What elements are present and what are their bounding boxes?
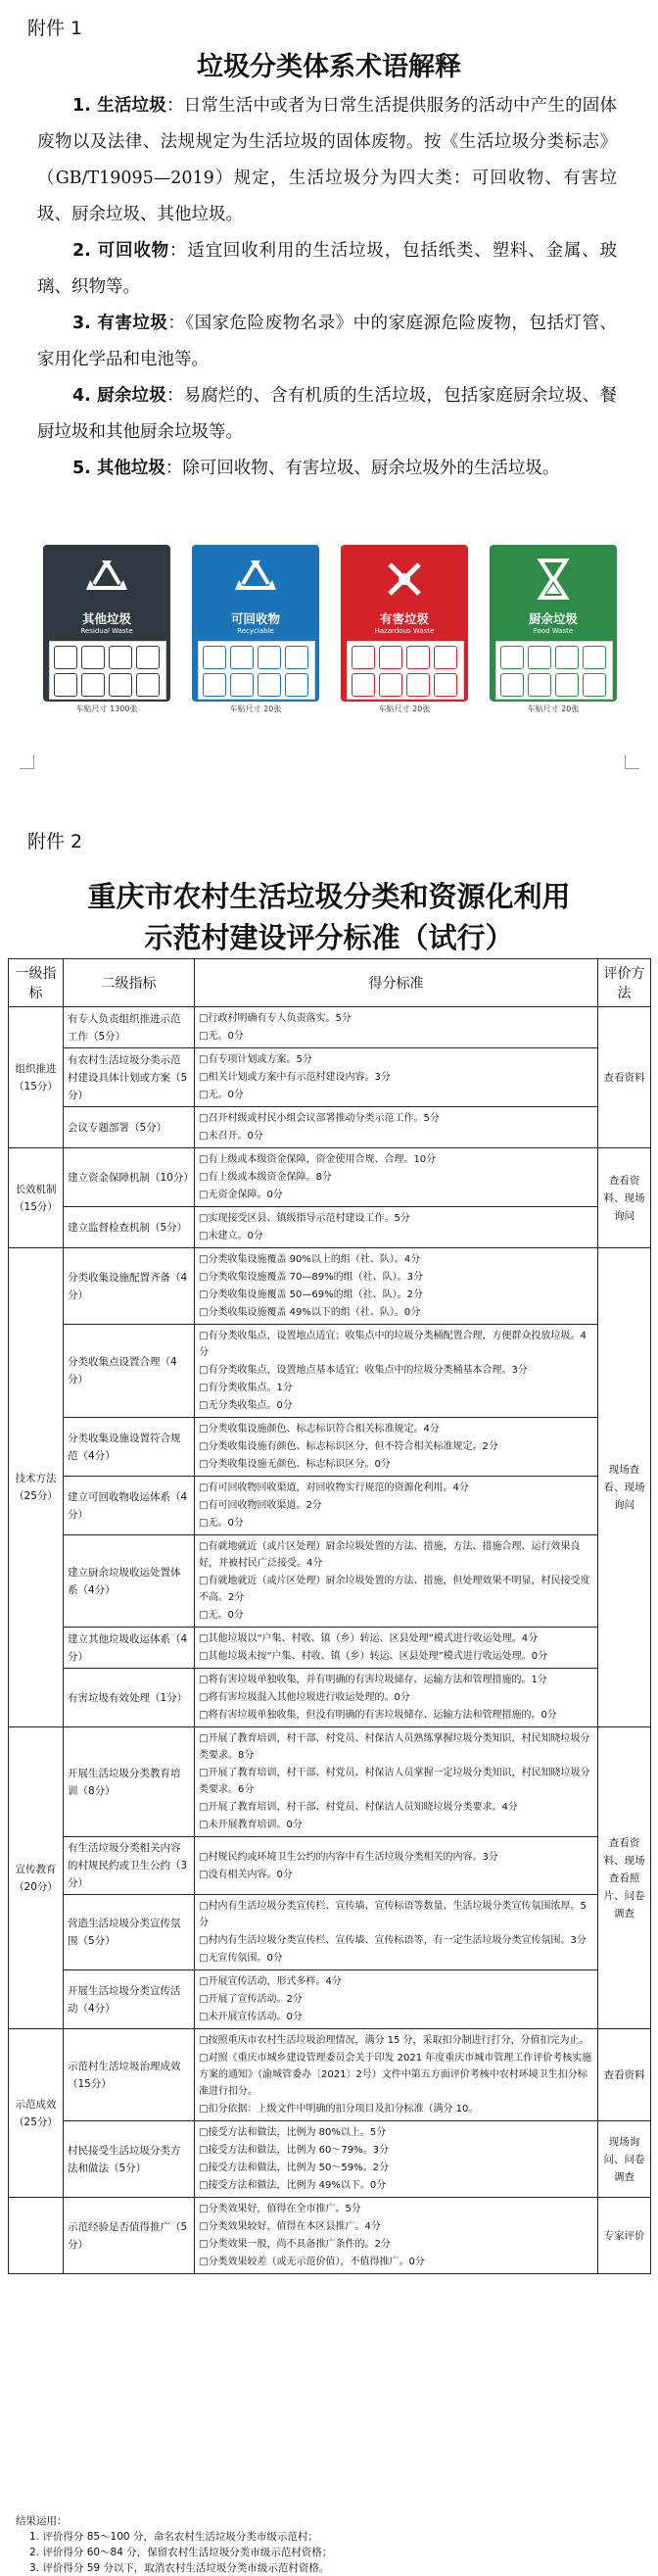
item-pictogram — [81, 673, 105, 697]
score-criteria — [195, 1837, 598, 1895]
bin-item-pictograms — [347, 641, 464, 700]
criteria-option: □行政村明确有专人负责落实。5分 — [199, 1013, 352, 1024]
term-definition: ：易腐烂的、含有机质的生活垃圾，包括家庭厨余垃圾、餐厨垃圾和其他厨余垃圾等。 — [37, 386, 618, 442]
bin-card — [341, 545, 468, 702]
notes-item: 3. 评价得分 59 分以下，取消农村生活垃圾分类市级示范村资格。 — [29, 2562, 330, 2574]
item-pictogram — [136, 646, 160, 669]
criteria-option: □开展了教育培训，村干部、村党员、村保洁人员掌握一定垃圾分类知识，村民知晓垃圾分类要求。6分 — [199, 1768, 590, 1795]
item-pictogram — [406, 673, 430, 697]
item-pictogram — [54, 646, 77, 669]
criteria-option: □分类收集设施覆盖 50—69%的组（社、队）。2分 — [199, 1289, 423, 1300]
bin-caption: 车贴尺寸 20张 — [378, 705, 431, 713]
item-pictogram — [258, 673, 281, 697]
criteria-option: □有就地就近（或片区处理）厨余垃圾处置的方法、措施，但处理效果不明显，村民接受度不高。2分 — [199, 1576, 590, 1603]
bin-name: 厨余垃圾 — [528, 611, 578, 626]
criteria-option: □分类收集设施颜色、标志标识符合相关标准规定。4分 — [199, 1424, 440, 1434]
item-pictogram — [500, 673, 524, 697]
item-pictogram — [81, 646, 105, 669]
notes-item: 1. 评价得分 85～100 分，命名农村生活垃圾分类市级示范村； — [29, 2531, 318, 2543]
criteria-option: □实现接受区县、镇级指导示范村建设工作。5分 — [199, 1213, 410, 1224]
level-2-indicator: 营造生活垃圾分类宣传氛围（5分） — [64, 1895, 195, 1970]
evaluation-method: 查看资料 — [598, 2029, 651, 2121]
bin-illustrations — [43, 545, 621, 711]
bin-name-en: Food Waste — [533, 627, 574, 635]
item-pictogram — [434, 673, 457, 697]
table-row — [9, 1325, 651, 1418]
item-pictogram — [285, 646, 308, 669]
criteria-option: □接受方法和做法，比例为 80%以上。5分 — [199, 2127, 387, 2138]
header-level-2: 二级指标 — [64, 959, 195, 1007]
score-table — [8, 958, 651, 2274]
recycle-icon — [82, 555, 131, 604]
item-pictogram — [203, 673, 226, 697]
term-name: 3. 有害垃圾 — [72, 314, 168, 333]
criteria-option: □分类收集设施覆盖 90%以上的组（社、队）。4分 — [199, 1254, 421, 1265]
header-level-1: 一级指标 — [9, 959, 64, 1007]
level-1-indicator: 长效机制（15分） — [9, 1148, 64, 1248]
criteria-option: □扣分依据：上级文件中明确的扣分项目及扣分标准（满分 10。 — [199, 2104, 479, 2114]
bin-name-en: Residual Waste — [80, 627, 133, 635]
level-2-indicator: 有生活垃圾分类相关内容的村规民约或卫生公约（3分） — [64, 1837, 195, 1895]
item-pictogram — [434, 646, 457, 669]
score-criteria — [195, 2121, 598, 2198]
criteria-option: □将有害垃圾单独收集，但没有明确的有害垃圾储存、运输方法和管理措施的。0分 — [199, 1710, 557, 1721]
criteria-option: □开展了教育培训，村干部、村党员、村保洁人员知晓垃圾分类要求。4分 — [199, 1802, 518, 1813]
criteria-option: □接受方法和做法，比例为 50～59%。2分 — [199, 2163, 389, 2173]
term-definition: ：除可回收物、有害垃圾、厨余垃圾外的生活垃圾。 — [164, 459, 560, 478]
annex-2-title-line-1: 重庆市农村生活垃圾分类和资源化利用 — [87, 880, 571, 913]
header-method: 评价方法 — [598, 959, 651, 1007]
item-pictogram — [230, 646, 254, 669]
level-2-indicator: 分类收集设施配置齐备（4分） — [64, 1248, 195, 1325]
level-2-indicator: 会议专题部署（5分） — [64, 1107, 195, 1148]
term-name: 1. 生活垃圾 — [72, 96, 166, 116]
criteria-option: □有分类收集点，设置地点适宜；收集点中的垃圾分类桶配置合理，方便群众投放垃圾。4分 — [199, 1331, 587, 1358]
term-definition: ：日常生活中或者为日常生活提供服务的活动中产生的固体废物以及法律、法规规定为生活垃圾的固体废物。按《生活垃圾分类标志》（GB/T19095—2019）规定，生活垃圾分为四大类：可回收物、有害垃圾、厨余垃圾、其他垃圾。 — [37, 96, 618, 224]
term-paragraph — [37, 306, 617, 378]
level-2-indicator: 分类收集设施设置符合规范（4分） — [64, 1418, 195, 1477]
crop-mark — [20, 754, 34, 769]
item-pictogram — [109, 673, 132, 697]
score-criteria — [195, 1325, 598, 1418]
criteria-option: □未建立。0分 — [199, 1231, 263, 1241]
table-row — [9, 2198, 651, 2274]
item-pictogram — [352, 646, 375, 669]
criteria-option: □接受方法和做法，比例为 49%以下。0分 — [199, 2180, 387, 2191]
level-1-indicator: 技术方法（25分） — [9, 1248, 64, 1727]
criteria-option: □无。0分 — [199, 1610, 244, 1621]
criteria-option: □其他垃圾未按“户集、村收、镇（乡）转运、区县处理”模式进行收运处理。0分 — [199, 1651, 548, 1662]
annex-1-label: 附件 1 — [27, 18, 83, 39]
level-2-indicator: 示范经验是否值得推广（5分） — [64, 2198, 195, 2274]
score-criteria — [195, 1207, 598, 1248]
result-notes — [16, 2513, 642, 2576]
criteria-option: □有上级或本级资金保障，资金使用合规、合理。10分 — [199, 1154, 437, 1165]
criteria-option: □开展宣传活动，形式多样。4分 — [199, 1976, 342, 1987]
item-pictogram — [528, 646, 551, 669]
score-criteria — [195, 1535, 598, 1628]
term-definition: ：《国家危险废物名录》中的家庭源危险废物，包括灯管、家用化学品和电池等。 — [37, 314, 617, 369]
table-row — [9, 1207, 651, 1248]
criteria-option: □召开村级或村民小组会议部署推动分类示范工作。5分 — [199, 1113, 440, 1124]
level-1-indicator: 示范成效（25分） — [9, 2029, 64, 2198]
table-row — [9, 1107, 651, 1148]
score-criteria — [195, 1007, 598, 1048]
evaluation-method: 查看资料 — [598, 1007, 651, 1148]
evaluation-method: 现场询问、问卷调查 — [598, 2121, 651, 2198]
item-pictogram — [109, 646, 132, 669]
criteria-option: □无宣传氛围。0分 — [199, 1953, 283, 1964]
term-paragraph — [37, 88, 617, 233]
criteria-option: □无。0分 — [199, 1031, 244, 1042]
criteria-option: □村内有生活垃圾分类宣传栏、宣传墙、宣传标语等数量、生活垃圾分类宣传氛围浓厚。5分 — [199, 1901, 587, 1928]
bin-item-pictograms — [49, 641, 166, 700]
criteria-option: □开展了教育培训，村干部、村党员、村保洁人员熟练掌握垃圾分类知识，村民知晓垃圾分类要求。8分 — [199, 1733, 590, 1761]
evaluation-method: 查看资料、现场查看照片、问卷调查 — [598, 1727, 651, 2029]
level-2-indicator: 有农村生活垃圾分类示范村建设具体计划或方案（5分） — [64, 1048, 195, 1107]
score-criteria — [195, 1048, 598, 1107]
bin-card — [43, 545, 170, 702]
term-paragraph — [37, 451, 617, 487]
level-2-indicator: 有害垃圾有效处理（1分） — [64, 1669, 195, 1727]
term-paragraph — [37, 233, 617, 306]
score-criteria — [195, 2029, 598, 2121]
table-row — [9, 1007, 651, 1048]
criteria-option: □其他垃圾以“户集、村收、镇（乡）转运、区县处理”模式进行收运处理。4分 — [199, 1633, 539, 1644]
item-pictogram — [555, 673, 579, 697]
score-criteria — [195, 1148, 598, 1207]
annex-2-label: 附件 2 — [27, 831, 83, 852]
score-criteria — [195, 1727, 598, 1837]
criteria-option: □有专项计划或方案。5分 — [199, 1054, 312, 1065]
table-row — [9, 1669, 651, 1727]
term-definition: ：适宜回收利用的生活垃圾，包括纸类、塑料、金属、玻璃、织物等。 — [37, 241, 617, 297]
criteria-option: □有上级或本级资金保障。8分 — [199, 1172, 332, 1183]
criteria-option: □有分类收集点。1分 — [199, 1383, 293, 1393]
criteria-option: □未开展宣传活动。0分 — [199, 2012, 303, 2022]
table-row — [9, 2029, 651, 2121]
hourglass-icon — [529, 555, 578, 604]
score-criteria — [195, 1418, 598, 1477]
criteria-option: □分类收集设施有颜色、标志标识区分，但不符合相关标准规定。2分 — [199, 1441, 498, 1452]
level-2-indicator: 有专人负责组织推进示范工作（5分） — [64, 1007, 195, 1048]
page-annex-1 — [0, 0, 658, 733]
bin-name: 其他垃圾 — [81, 611, 131, 626]
criteria-option: □将有害垃圾单独收集，并有明确的有害垃圾储存、运输方法和管理措施的。1分 — [199, 1675, 547, 1685]
score-criteria — [195, 1669, 598, 1727]
table-row — [9, 1895, 651, 1970]
item-pictogram — [379, 673, 402, 697]
item-pictogram — [54, 673, 77, 697]
table-row — [9, 1970, 651, 2029]
item-pictogram — [379, 646, 402, 669]
score-criteria — [195, 1477, 598, 1535]
bin-item-pictograms — [495, 641, 613, 700]
bin-card — [490, 545, 617, 702]
bin-card — [192, 545, 319, 702]
criteria-option: □未召开。0分 — [199, 1131, 263, 1142]
score-criteria — [195, 2198, 598, 2274]
recycle-icon — [231, 555, 280, 604]
annex-1-title: 垃圾分类体系术语解释 — [197, 52, 461, 82]
level-2-indicator: 村民接受生活垃圾分类方法和做法（5分） — [64, 2121, 195, 2198]
terms-list — [37, 88, 617, 487]
score-criteria — [195, 1107, 598, 1148]
criteria-option: □按照重庆市农村生活垃圾治理情况，满分 15 分，采取扣分制进行打分，分值扣完为止。 — [199, 2035, 589, 2046]
level-1-indicator: 宣传教育（20分） — [9, 1727, 64, 2029]
bin-name-en: Hazardous Waste — [374, 627, 435, 635]
criteria-option: □无。0分 — [199, 1518, 244, 1529]
criteria-option: □分类收集设施覆盖 70—89%的组（社、队）。3分 — [199, 1272, 423, 1283]
item-pictogram — [583, 646, 606, 669]
notes-title: 结果运用： — [16, 2515, 68, 2527]
term-name: 4. 厨余垃圾 — [72, 386, 166, 406]
bin-caption: 车贴尺寸 20张 — [229, 705, 282, 713]
bin-caption: 车贴尺寸 1300张 — [75, 705, 138, 713]
item-pictogram — [528, 673, 551, 697]
header-criteria: 得分标准 — [195, 959, 598, 1007]
criteria-option: □将有害垃圾混入其他垃圾进行收运处理的。0分 — [199, 1692, 410, 1703]
criteria-option: □有分类收集点，设置地点基本适宜；收集点中的垃圾分类桶基本合理。3分 — [199, 1365, 528, 1376]
item-pictogram — [136, 673, 160, 697]
bin-caption: 车贴尺寸 20张 — [527, 705, 580, 713]
criteria-option: □未开展教育培训。0分 — [199, 1820, 303, 1830]
criteria-option: □有可回收物回收渠道。2分 — [199, 1500, 322, 1511]
level-2-indicator: 示范村生活垃圾治理成效（15分） — [64, 2029, 195, 2121]
item-pictogram — [500, 646, 524, 669]
score-criteria — [195, 1895, 598, 1970]
level-1-indicator — [9, 2198, 64, 2274]
term-name: 5. 其他垃圾 — [72, 459, 165, 478]
level-2-indicator: 建立其他垃圾收运体系（4分） — [64, 1628, 195, 1669]
level-2-indicator: 开展生活垃圾分类宣传活动（4分） — [64, 1970, 195, 2029]
level-2-indicator: 建立监督检查机制（5分） — [64, 1207, 195, 1248]
criteria-option: □无。0分 — [199, 1090, 244, 1100]
table-row — [9, 1535, 651, 1628]
level-2-indicator: 建立可回收物收运体系（4分） — [64, 1477, 195, 1535]
bin-name: 有害垃圾 — [379, 611, 429, 626]
criteria-option: □有就地就近（或片区处理）厨余垃圾处置的方法、措施，方法、措施合理、运行效果良好，并被村民广泛接受。4分 — [199, 1541, 581, 1569]
criteria-option: □村规民约或环境卫生公约的内容中有生活垃圾分类相关的内容。3分 — [199, 1851, 498, 1863]
table-row — [9, 1048, 651, 1107]
item-pictogram — [203, 646, 226, 669]
level-2-indicator: 建立厨余垃圾收运处置体系（4分） — [64, 1535, 195, 1628]
criteria-option: □无分类收集点。0分 — [199, 1400, 293, 1411]
term-paragraph — [37, 378, 617, 451]
evaluation-method: 现场查看、现场询问 — [598, 1248, 651, 1727]
criteria-option: □无资金保障。0分 — [199, 1190, 283, 1200]
level-2-indicator: 分类收集点设置合理（4分） — [64, 1325, 195, 1418]
item-pictogram — [352, 673, 375, 697]
criteria-option: □相关计划或方案中有示范村建设内容。3分 — [199, 1072, 391, 1083]
bin-name-en: Recyclable — [237, 627, 274, 635]
table-row — [9, 1628, 651, 1669]
annex-2-title-line-2: 示范村建设评分标准（试行） — [144, 921, 514, 954]
table-row — [9, 1248, 651, 1325]
criteria-option: □分类效果较好，值得在本区县推广。4分 — [199, 2221, 381, 2232]
evaluation-method: 专家评价 — [598, 2198, 651, 2274]
term-name: 2. 可回收物 — [72, 241, 169, 261]
criteria-option: □村内有生活垃圾分类宣传栏、宣传墙、宣传标语等，有一定生活垃圾分类宣传氛围。3分 — [199, 1935, 587, 1946]
item-pictogram — [406, 646, 430, 669]
score-criteria — [195, 1970, 598, 2029]
criteria-option: □分类收集设施无颜色、标志标识区分。0分 — [199, 1459, 391, 1470]
criteria-option: □接受方法和做法，比例为 60～79%。3分 — [199, 2145, 389, 2156]
item-pictogram — [285, 673, 308, 697]
criteria-option: □分类效果较差（或无示范价值），不值得推广。0分 — [199, 2257, 425, 2267]
criteria-option: □对照《重庆市城乡建设管理委员会关于印发 2021 年度重庆市城市管理工作评价考核实施方案的通知》（渝城管委办〔2021〕2号）文件中第五方面评价考核中农村环境卫生扣分标准进行扣分。 — [199, 2053, 592, 2097]
table-row — [9, 1418, 651, 1477]
level-2-indicator: 建立资金保障机制（10分） — [64, 1148, 195, 1207]
table-row — [9, 2121, 651, 2198]
table-row — [9, 1837, 651, 1895]
bin-name: 可回收物 — [230, 611, 280, 626]
table-row — [9, 1477, 651, 1535]
criteria-option: □分类效果一般，尚不具备推广条件的。2分 — [199, 2239, 391, 2250]
hazard-icon — [380, 555, 429, 604]
criteria-option: □分类收集设施覆盖 49%以下的组（社、队）。0分 — [199, 1307, 421, 1318]
table-row — [9, 1727, 651, 1837]
criteria-option: □分类效果好，值得在全市推广。5分 — [199, 2204, 361, 2214]
score-criteria — [195, 1248, 598, 1325]
table-row — [9, 1148, 651, 1207]
crop-mark — [625, 754, 639, 769]
notes-item: 2. 评价得分 60～84 分，保留农村生活垃圾分类市级示范村资格； — [29, 2547, 333, 2558]
criteria-option: □没有相关内容。0分 — [199, 1869, 293, 1880]
criteria-option: □有可回收物回收渠道，对回收物实行规范的资源化利用。4分 — [199, 1482, 469, 1493]
item-pictogram — [258, 646, 281, 669]
bin-item-pictograms — [198, 641, 315, 700]
evaluation-method: 查看资料、现场询问 — [598, 1148, 651, 1248]
item-pictogram — [583, 673, 606, 697]
item-pictogram — [555, 646, 579, 669]
item-pictogram — [230, 673, 254, 697]
level-2-indicator: 开展生活垃圾分类教育培训（8分） — [64, 1727, 195, 1837]
score-criteria — [195, 1628, 598, 1669]
level-1-indicator: 组织推进（15分） — [9, 1007, 64, 1148]
criteria-option: □开展了宣传活动。2分 — [199, 1994, 303, 2005]
